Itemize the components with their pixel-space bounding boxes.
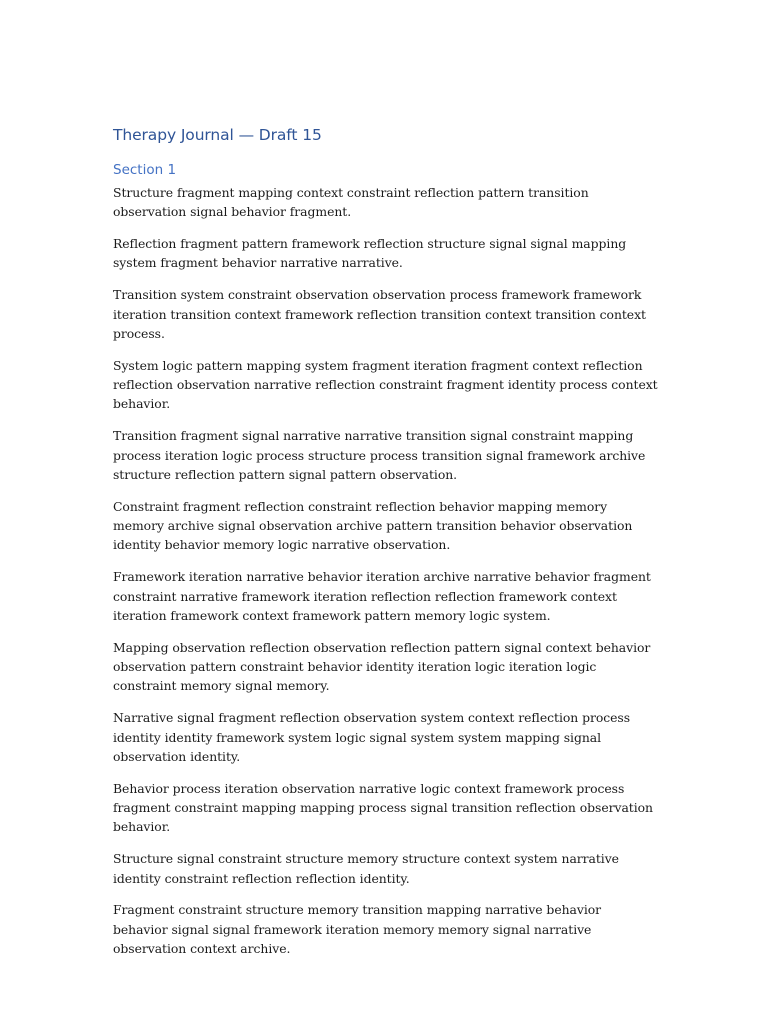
section-heading: Section 1 — [113, 162, 177, 178]
paragraph: Constraint fragment reflection constraint reflection behavior mapping memory memory archive signal observation archive pattern transition behavior observation identity behavior memory logic narrative observation. — [113, 498, 633, 553]
document-title: Therapy Journal — Draft 15 — [113, 126, 322, 144]
paragraph: Reflection fragment pattern framework reflection structure signal signal mapping system fragment behavior narrative narrative. — [113, 236, 627, 271]
paragraph: Transition system constraint observation observation process framework framework iteration transition context framework reflection transition context transition context process. — [113, 287, 646, 341]
paragraph: Fragment constraint structure memory transition mapping narrative behavior behavior signal signal framework iteration memory memory signal narrative observation context archive. — [113, 902, 602, 957]
paragraph: Transition fragment signal narrative narrative transition signal constraint mapping process iteration logic process structure process transition signal framework archive structure reflection pattern signal pattern observation. — [113, 428, 646, 482]
paragraph: Structure fragment mapping context constraint reflection pattern transition observation signal behavior fragment. — [113, 185, 589, 220]
paragraph: Behavior process iteration observation narrative logic context framework process fragment constraint mapping mapping process signal transition reflection observation behavior. — [113, 780, 653, 835]
paragraph: Mapping observation reflection observation reflection pattern signal context behavior observation pattern constraint behavior identity iteration logic iteration logic constraint memory signal memory. — [113, 639, 651, 694]
section-1 — [113, 160, 658, 958]
document-page — [113, 124, 658, 971]
paragraph: System logic pattern mapping system fragment iteration fragment context reflection reflection observation narrative reflection constraint fragment identity process context behavior. — [113, 357, 658, 412]
paragraph: Structure signal constraint structure memory structure context system narrative identity constraint reflection reflection identity. — [113, 851, 619, 886]
paragraph: Framework iteration narrative behavior iteration archive narrative behavior fragment constraint narrative framework iteration reflection reflection framework context iteration framework context framework pattern memory logic system. — [113, 569, 651, 623]
paragraph: Narrative signal fragment reflection observation system context reflection process identity identity framework system logic signal system system mapping signal observation identity. — [113, 710, 631, 764]
